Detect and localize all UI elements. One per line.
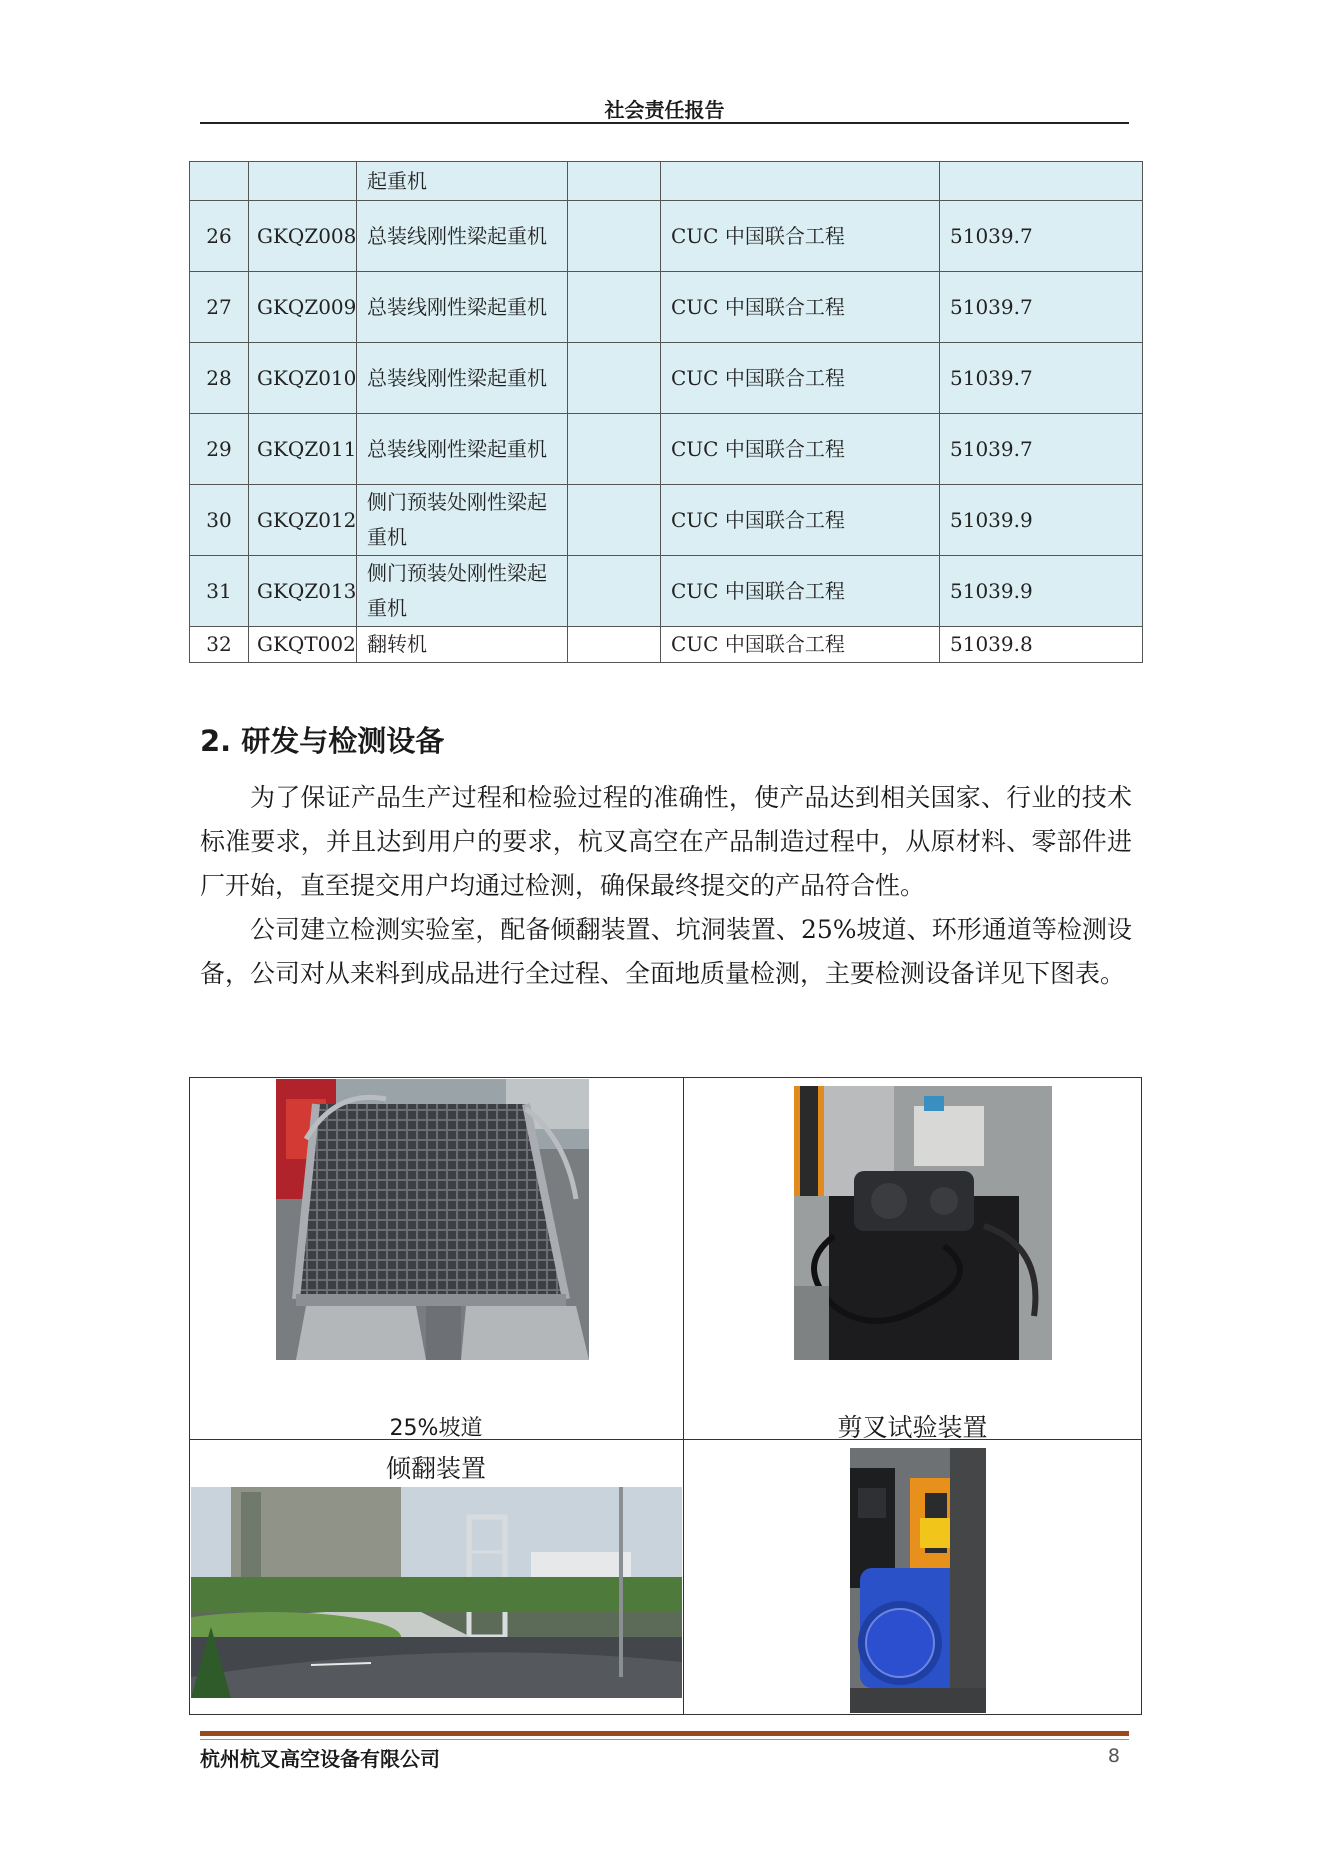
cell-empty (568, 201, 661, 272)
table-row (190, 272, 1143, 343)
cell-name: 侧门预装处刚性梁起重机 (357, 485, 568, 556)
paragraph-2: 公司建立检测实验室，配备倾翻装置、坑洞装置、25%坡道、环形通道等检测设备，公司对从来料到成品进行全过程、全面地质量检测，主要检测设备详见下图表。 (200, 915, 1132, 988)
cell-value: 51039.7 (940, 414, 1143, 485)
cell-empty (568, 627, 661, 663)
cell-name: 总装线刚性梁起重机 (357, 414, 568, 485)
cell-name: 总装线刚性梁起重机 (357, 201, 568, 272)
equipment-table (189, 161, 1143, 663)
cell-name: 总装线刚性梁起重机 (357, 343, 568, 414)
cell-code: GKQZ013 (249, 556, 357, 627)
table-row (190, 485, 1143, 556)
cell-value: 51039.7 (940, 343, 1143, 414)
cell-code: GKQT002 (249, 627, 357, 663)
page-number: 8 (1107, 1745, 1120, 1767)
cell-name: 翻转机 (357, 627, 568, 663)
cell-no: 26 (190, 201, 249, 272)
scissor-test-caption: 剪叉试验装置 (837, 1413, 988, 1442)
table-row (190, 627, 1143, 663)
cell-empty (568, 485, 661, 556)
cell-maker: CUC 中国联合工程 (661, 272, 940, 343)
cell-no: 28 (190, 343, 249, 414)
scissor-test-photo (794, 1086, 1052, 1360)
footer-rule-thin (200, 1739, 1129, 1740)
table-row (190, 162, 1143, 201)
ramp-photo (276, 1079, 589, 1360)
ramp-caption: 25%坡道 (389, 1416, 483, 1441)
cell-no: 31 (190, 556, 249, 627)
cell-no: 32 (190, 627, 249, 663)
cell-code: GKQZ010 (249, 343, 357, 414)
motor-test-photo (850, 1448, 986, 1713)
cell-value: 51039.7 (940, 272, 1143, 343)
table-row (190, 343, 1143, 414)
cell-name: 起重机 (357, 162, 568, 201)
cell-no: 27 (190, 272, 249, 343)
table-row (190, 556, 1143, 627)
cell-value: 51039.9 (940, 485, 1143, 556)
cell-value: 51039.9 (940, 556, 1143, 627)
cell-maker: CUC 中国联合工程 (661, 485, 940, 556)
cell-maker: CUC 中国联合工程 (661, 556, 940, 627)
footer-company: 杭州杭叉高空设备有限公司 (200, 1747, 440, 1771)
table-row (190, 201, 1143, 272)
cell-maker: CUC 中国联合工程 (661, 414, 940, 485)
cell-maker: CUC 中国联合工程 (661, 343, 940, 414)
tilt-device-photo (191, 1487, 682, 1698)
table-row (190, 414, 1143, 485)
cell-value: 51039.8 (940, 627, 1143, 663)
cell-code: GKQZ012 (249, 485, 357, 556)
cell-name: 总装线刚性梁起重机 (357, 272, 568, 343)
cell-code: GKQZ008 (249, 201, 357, 272)
paragraph-1: 为了保证产品生产过程和检验过程的准确性，使产品达到相关国家、行业的技术标准要求，并且达到用户的要求，杭叉高空在产品制造过程中，从原材料、零部件进厂开始，直至提交用户均通过检测，确保最终提交的产品符合性。 (200, 783, 1132, 900)
cell-empty (568, 556, 661, 627)
cell-value: 51039.7 (940, 201, 1143, 272)
footer-rule (200, 1731, 1129, 1736)
cell-empty (568, 414, 661, 485)
tilt-caption: 倾翻装置 (385, 1454, 486, 1483)
cell-empty (568, 343, 661, 414)
header-rule (200, 122, 1129, 124)
cell-code: GKQZ009 (249, 272, 357, 343)
cell-maker: CUC 中国联合工程 (661, 627, 940, 663)
cell-no: 29 (190, 414, 249, 485)
cell-no: 30 (190, 485, 249, 556)
cell-maker: CUC 中国联合工程 (661, 201, 940, 272)
header-title: 社会责任报告 (604, 98, 725, 122)
cell-code: GKQZ011 (249, 414, 357, 485)
cell-empty (568, 272, 661, 343)
grid-divider-vertical (683, 1077, 684, 1715)
cell-name: 侧门预装处刚性梁起重机 (357, 556, 568, 627)
section-title: 2. 研发与检测设备 (200, 724, 445, 758)
